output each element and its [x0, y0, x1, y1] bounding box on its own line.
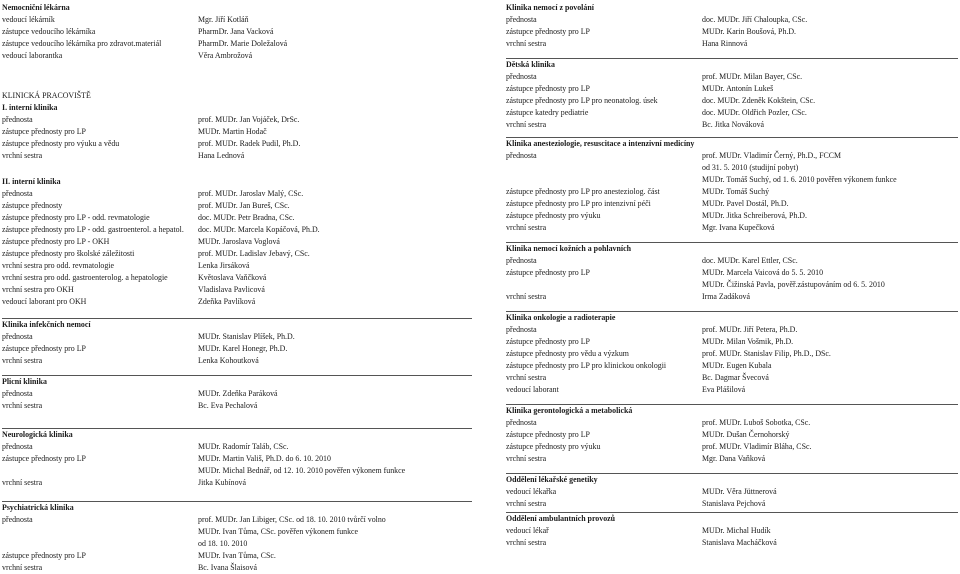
person: prof. MUDr. Vladimír Černý, Ph.D., FCCM	[702, 151, 842, 160]
section-internal-2	[2, 176, 472, 308]
staff-row	[506, 324, 958, 336]
role: zástupce přednosty pro LP	[2, 551, 86, 560]
role: vrchní sestra	[506, 120, 547, 129]
section-title: Klinika infekčních nemocí	[2, 320, 91, 329]
section-title: Dětská klinika	[506, 60, 555, 69]
staff-row	[2, 343, 472, 355]
section-title: Psychiatrická klinika	[2, 503, 74, 512]
staff-row	[506, 525, 958, 537]
person: MUDr. Dušan Černohorský	[702, 430, 790, 439]
role: vrchní sestra	[506, 39, 547, 48]
role: zástupce katedry pediatrie	[506, 108, 589, 117]
role: zástupce přednosty pro školské záležitosti	[2, 249, 135, 258]
staff-row	[506, 95, 958, 107]
staff-row	[2, 138, 472, 150]
staff-row	[2, 126, 472, 138]
role: zástupce přednosty pro LP	[506, 430, 590, 439]
role: přednosta	[2, 389, 33, 398]
role: přednosta	[506, 151, 537, 160]
section-title: II. interní klinika	[2, 177, 61, 186]
staff-row	[506, 186, 958, 198]
role: zástupce přednosty pro LP pro klinickou onkologii	[506, 361, 667, 370]
staff-row	[2, 400, 472, 412]
staff-row	[506, 537, 958, 549]
person: MUDr. Tomáš Suchý, od 1. 6. 2010 pověřen výkonem funkce	[702, 175, 897, 184]
role: zástupce přednosty pro LP	[506, 84, 590, 93]
person: MUDr. Tomáš Suchý	[702, 187, 770, 196]
person: Zdeňka Pavlíková	[198, 297, 256, 306]
person: MUDr. Karel Honegr, Ph.D.	[198, 344, 288, 353]
section-occupational	[506, 2, 958, 50]
person: Bc. Dagmar Švecová	[702, 373, 769, 382]
role: zástupce přednosty	[2, 201, 63, 210]
staff-row	[2, 188, 472, 200]
section-gerontology	[506, 404, 958, 465]
role: přednosta	[2, 189, 33, 198]
role: zástupce přednosty pro výuku	[506, 211, 601, 220]
role: zástupce přednosty pro LP	[506, 268, 590, 277]
staff-row	[2, 236, 472, 248]
person: Mgr. Jiří Kotláň	[198, 15, 249, 24]
section-pediatric	[506, 58, 958, 131]
section-psychiatry	[2, 501, 472, 574]
person: Hana Rinnová	[702, 39, 748, 48]
role: zástupce vedoucího lékárníka	[2, 27, 96, 36]
role: vrchní sestra	[2, 401, 43, 410]
person: prof. MUDr. Ladislav Jebavý, CSc.	[198, 249, 310, 258]
staff-row	[2, 248, 472, 260]
staff-row	[506, 198, 958, 210]
person: Vladislava Pavlicová	[198, 285, 265, 294]
person: MUDr. Radomír Taláb, CSc.	[198, 442, 289, 451]
staff-row	[2, 296, 472, 308]
staff-row	[506, 441, 958, 453]
role: přednosta	[506, 256, 537, 265]
role: vedoucí lékařka	[506, 487, 557, 496]
staff-row	[2, 114, 472, 126]
person: prof. MUDr. Jiří Petera, Ph.D.	[702, 325, 798, 334]
person: doc. MUDr. Petr Bradna, CSc.	[198, 213, 295, 222]
role: zástupce přednosty pro LP	[506, 337, 590, 346]
staff-row	[506, 222, 958, 234]
role: vedoucí laborantka	[2, 51, 63, 60]
person: MUDr. Čižinská Pavla, pověř.zástupováním od 6. 5. 2010	[702, 280, 885, 289]
person: prof. MUDr. Stanislav Filip, Ph.D., DSc.	[702, 349, 831, 358]
person: Mgr. Ivana Kupečková	[702, 223, 775, 232]
section-title: Klinika onkologie a radioterapie	[506, 313, 616, 322]
staff-row	[506, 71, 958, 83]
person: Stanislava Pejchová	[702, 499, 766, 508]
role	[2, 538, 198, 550]
role: vedoucí lékárník	[2, 15, 55, 24]
person: Bc. Jitka Nováková	[702, 120, 765, 129]
person: prof. MUDr. Vladimír Bláha, CSc.	[702, 442, 812, 451]
person: prof. MUDr. Jaroslav Malý, CSc.	[198, 189, 304, 198]
staff-row	[506, 336, 958, 348]
staff-row	[506, 348, 958, 360]
staff-row	[506, 372, 958, 384]
person: Věra Ambrožová	[198, 51, 253, 60]
person: doc. MUDr. Zdeněk Kokštein, CSc.	[702, 96, 816, 105]
role: zástupce přednosty pro LP - OKH	[2, 237, 110, 246]
person: Eva Plášilová	[702, 385, 746, 394]
role	[2, 465, 198, 477]
person: doc. MUDr. Marcela Kopáčová, Ph.D.	[198, 225, 320, 234]
role: zástupce přednosty pro LP	[506, 27, 590, 36]
section-title: Klinika nemocí kožních a pohlavních	[506, 244, 631, 253]
person: MUDr. Stanislav Plíšek, Ph.D.	[198, 332, 295, 341]
person: MUDr. Milan Vošmik, Ph.D.	[702, 337, 794, 346]
staff-row	[2, 38, 472, 50]
person: prof. MUDr. Jan Vojáček, DrSc.	[198, 115, 300, 124]
staff-row	[506, 486, 958, 498]
person: Lenka Kohoutková	[198, 356, 259, 365]
person: prof. MUDr. Luboš Sobotka, CSc.	[702, 418, 811, 427]
staff-row	[2, 260, 472, 272]
person: prof. MUDr. Radek Pudil, Ph.D.	[198, 139, 301, 148]
staff-row	[506, 38, 958, 50]
section-outpatient	[506, 512, 958, 549]
role: zástupce přednosty pro LP	[2, 344, 86, 353]
staff-row	[2, 26, 472, 38]
role	[506, 279, 702, 291]
person: doc. MUDr. Karel Ettler, CSc.	[702, 256, 798, 265]
person: MUDr. Jaroslava Voglová	[198, 237, 280, 246]
role: zástupce přednosty pro LP pro neonatolog. úsek	[506, 96, 658, 105]
staff-row	[506, 150, 958, 162]
staff-row	[2, 538, 472, 550]
role: vrchní sestra pro OKH	[2, 285, 74, 294]
role: přednosta	[506, 325, 537, 334]
role	[506, 162, 702, 174]
role: vrchní sestra	[2, 356, 43, 365]
person: od 31. 5. 2010 (studijní pobyt)	[702, 163, 799, 172]
role: přednosta	[2, 332, 33, 341]
person: MUDr. Jitka Schreiberová, Ph.D.	[702, 211, 807, 220]
staff-row	[2, 224, 472, 236]
staff-row	[506, 279, 958, 291]
section-title: I. interní klinika	[2, 103, 58, 112]
section-pulmonary	[2, 375, 472, 412]
section-title: Klinika gerontologická a metabolická	[506, 406, 633, 415]
person: PharmDr. Marie Doležalová	[198, 39, 288, 48]
person: MUDr. Michal Bednář, od 12. 10. 2010 pověřen výkonem funkce	[198, 466, 406, 475]
role: zástupce přednosty pro LP pro anesteziolog. část	[506, 187, 660, 196]
staff-row	[2, 212, 472, 224]
person: Bc. Eva Pechalová	[198, 401, 258, 410]
role: přednosta	[506, 418, 537, 427]
staff-row	[506, 360, 958, 372]
staff-row	[506, 498, 958, 510]
role: vrchní sestra	[506, 538, 547, 547]
section-title: Klinika anesteziologie, resuscitace a intenzivní medicíny	[506, 139, 695, 148]
person: MUDr. Martin Vališ, Ph.D. do 6. 10. 2010	[198, 454, 331, 463]
staff-row	[2, 150, 472, 162]
role: přednosta	[506, 15, 537, 24]
staff-row	[506, 119, 958, 131]
staff-row	[2, 355, 472, 367]
section-oncology	[506, 311, 958, 396]
staff-row	[506, 453, 958, 465]
role	[506, 174, 702, 186]
section-title: Nemocniční lékárna	[2, 3, 70, 12]
clinical-heading: KLINICKÁ PRACOVIŠTĚ	[2, 91, 91, 100]
role: zástupce přednosty pro LP pro intenzivní péči	[506, 199, 651, 208]
role: vrchní sestra pro odd. gastroenterolog. a hepatologie	[2, 273, 168, 282]
role: vrchní sestra	[506, 292, 547, 301]
person: Bc. Ivana Šlaisová	[198, 563, 257, 572]
role: zástupce přednosty pro LP	[2, 454, 86, 463]
staff-row	[506, 14, 958, 26]
staff-row	[506, 26, 958, 38]
staff-row	[506, 417, 958, 429]
staff-row	[2, 465, 472, 477]
staff-row	[506, 384, 958, 396]
section-dermatology	[506, 242, 958, 303]
staff-row	[2, 50, 472, 62]
role: vrchní sestra pro odd. revmatologie	[2, 261, 114, 270]
staff-row	[2, 331, 472, 343]
section-title: Klinika nemocí z povolání	[506, 3, 594, 12]
staff-row	[2, 14, 472, 26]
section-neurology	[2, 428, 472, 489]
person: Jitka Kubínová	[198, 478, 246, 487]
staff-row	[506, 267, 958, 279]
role: zástupce přednosty pro LP	[2, 127, 86, 136]
staff-row	[506, 291, 958, 303]
person: Stanislava Macháčková	[702, 538, 777, 547]
staff-row	[2, 200, 472, 212]
person: Hana Lednová	[198, 151, 245, 160]
section-infectious	[2, 318, 472, 367]
staff-row	[506, 210, 958, 222]
person: Irma Zadáková	[702, 292, 750, 301]
role: zástupce přednosty pro vědu a výzkum	[506, 349, 629, 358]
staff-row	[506, 162, 958, 174]
person: MUDr. Michal Hudík	[702, 526, 771, 535]
left-column	[2, 0, 472, 572]
role: vedoucí laborant	[506, 385, 559, 394]
person: prof. MUDr. Milan Bayer, CSc.	[702, 72, 803, 81]
person: PharmDr. Jana Vacková	[198, 27, 274, 36]
right-column	[506, 0, 958, 547]
staff-row	[2, 453, 472, 465]
person: MUDr. Zdeňka Paráková	[198, 389, 278, 398]
person: MUDr. Věra Jüttnerová	[702, 487, 777, 496]
staff-row	[506, 255, 958, 267]
person: MUDr. Eugen Kubala	[702, 361, 772, 370]
section-title: Oddělení lékařské genetiky	[506, 475, 598, 484]
section-clinical	[2, 90, 472, 162]
role: vedoucí lékař	[506, 526, 549, 535]
section-title: Oddělení ambulantních provozů	[506, 514, 616, 523]
role: vrchní sestra	[2, 478, 43, 487]
staff-row	[506, 429, 958, 441]
staff-row	[506, 107, 958, 119]
person: doc. MUDr. Oldřich Pozler, CSc.	[702, 108, 807, 117]
role: zástupce přednosty pro LP - odd. revmatologie	[2, 213, 150, 222]
role: přednosta	[2, 115, 33, 124]
person: MUDr. Pavel Dostál, Ph.D.	[702, 199, 789, 208]
role: vrchní sestra	[506, 373, 547, 382]
person: od 18. 10. 2010	[198, 539, 248, 548]
section-title: Plicní klinika	[2, 377, 47, 386]
staff-row	[2, 514, 472, 526]
role: přednosta	[2, 515, 33, 524]
section-hospital-pharmacy	[2, 2, 472, 62]
person: MUDr. Karin Boušová, Ph.D.	[702, 27, 797, 36]
staff-row	[2, 562, 472, 574]
staff-row	[2, 526, 472, 538]
person: Lenka Jirsáková	[198, 261, 250, 270]
staff-row	[2, 550, 472, 562]
role: vrchní sestra	[2, 563, 43, 572]
staff-row	[2, 284, 472, 296]
role: zástupce vedoucího lékárníka pro zdravot.materiál	[2, 39, 162, 48]
role: zástupce přednosty pro výuku a vědu	[2, 139, 120, 148]
section-genetics	[506, 473, 958, 510]
role: vrchní sestra	[2, 151, 43, 160]
role: přednosta	[2, 442, 33, 451]
staff-row	[2, 441, 472, 453]
role: přednosta	[506, 72, 537, 81]
person: MUDr. Ivan Tůma, CSc.	[198, 551, 276, 560]
person: doc. MUDr. Jiří Chaloupka, CSc.	[702, 15, 808, 24]
role: zástupce přednosty pro LP - odd. gastroenterol. a hepatol.	[2, 225, 184, 234]
section-anesthesiology	[506, 137, 958, 234]
role: vrchní sestra	[506, 454, 547, 463]
person: prof. MUDr. Jan Bureš, CSc.	[198, 201, 290, 210]
person: MUDr. Marcela Vaicová do 5. 5. 2010	[702, 268, 824, 277]
role	[2, 526, 198, 538]
staff-row	[2, 388, 472, 400]
role: vrchní sestra	[506, 499, 547, 508]
person: Květoslava Vaňčková	[198, 273, 267, 282]
person: MUDr. Martin Hodač	[198, 127, 267, 136]
person: prof. MUDr. Jan Libiger, CSc. od 18. 10. 2010 tvůrčí volno	[198, 515, 386, 524]
staff-row	[506, 83, 958, 95]
person: MUDr. Antonín Lukeš	[702, 84, 774, 93]
staff-row	[506, 174, 958, 186]
staff-row	[2, 477, 472, 489]
role: vrchní sestra	[506, 223, 547, 232]
person: MUDr. Ivan Tůma, CSc. pověřen výkonem funkce	[198, 527, 359, 536]
role: vedoucí laborant pro OKH	[2, 297, 87, 306]
person: Mgr. Dana Vaňková	[702, 454, 766, 463]
staff-row	[2, 272, 472, 284]
section-title: Neurologická klinika	[2, 430, 73, 439]
role: zástupce přednosty pro výuku	[506, 442, 601, 451]
